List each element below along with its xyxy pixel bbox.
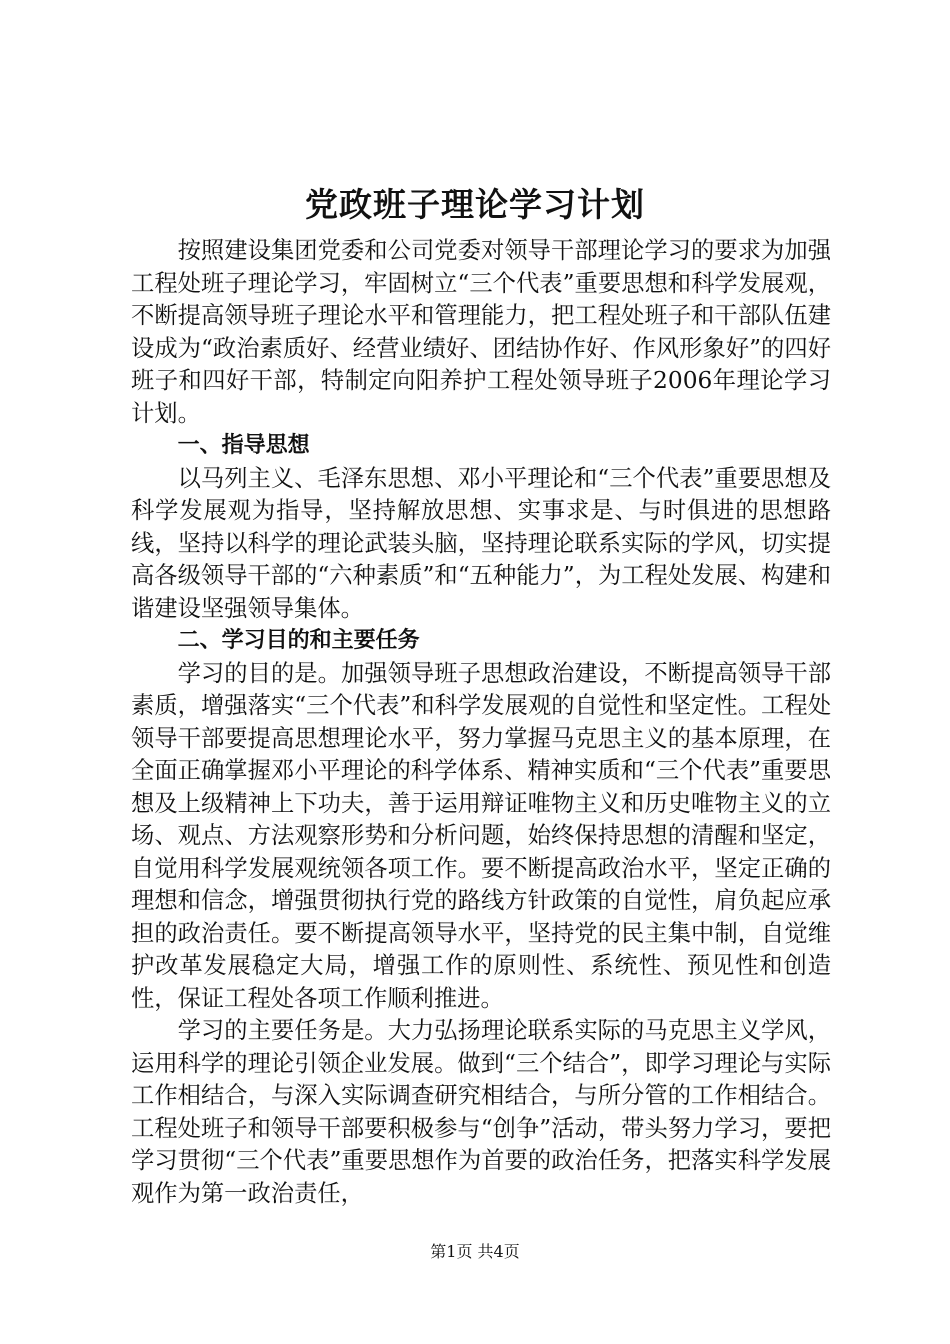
document-body (131, 235, 831, 1210)
document-title: 党政班子理论学习计划 (305, 185, 645, 224)
page-number-footer: 第1页 共4页 (430, 1242, 520, 1261)
intro-paragraph: 按照建设集团党委和公司党委对领导干部理论学习的要求为加强工程处班子理论学习，牢固树立“三个代表”重要思想和科学发展观，不断提高领导班子理论水平和管理能力，把工程处班子和干部队伍建设成为“政治素质好、经营业绩好、团结协作好、作风形象好”的四好班子和四好干部，特制定向阳养护工程处领导班子2006年理论学习计划。 (131, 237, 831, 427)
study-tasks-paragraph: 学习的主要任务是。大力弘扬理论联系实际的马克思主义学风，运用科学的理论引领企业发展。做到“三个结合”，即学习理论与实际工作相结合，与深入实际调查研究相结合，与所分管的工作相结合。工程处班子和领导干部要积极参与“创争”活动，带头努力学习，要把学习贯彻“三个代表”重要思想作为首要的政治任务，把落实科学发展观作为第一政治责任， (131, 1017, 831, 1207)
guiding-ideology-paragraph: 以马列主义、毛泽东思想、邓小平理论和“三个代表”重要思想及科学发展观为指导，坚持解放思想、实事求是、与时俱进的思想路线，坚持以科学的理论武装头脑，坚持理论联系实际的学风，切实提高各级领导干部的“六种素质”和“五种能力”，为工程处发展、构建和谐建设坚强领导集体。 (131, 464, 831, 622)
section-heading-goals-tasks: 二、学习目的和主要任务 (177, 628, 420, 653)
section-heading-guiding-ideology: 一、指导思想 (177, 433, 310, 458)
study-purpose-paragraph: 学习的目的是。加强领导班子思想政治建设，不断提高领导干部素质，增强落实“三个代表”和科学发展观的自觉性和坚定性。工程处领导干部要提高思想理论水平，努力掌握马克思主义的基本原理，在全面正确掌握邓小平理论的科学体系、精神实质和“三个代表”重要思想及上级精神上下功夫，善于运用辩证唯物主义和历史唯物主义的立场、观点、方法观察形势和分析问题，始终保持思想的清醒和坚定，自觉用科学发展观统领各项工作。要不断提高政治水平，坚定正确的理想和信念，增强贯彻执行党的路线方针政策的自觉性，肩负起应承担的政治责任。要不断提高领导水平，坚持党的民主集中制，自觉维护改革发展稳定大局，增强工作的原则性、系统性、预见性和创造性，保证工程处各项工作顺利推进。 (131, 659, 831, 1012)
